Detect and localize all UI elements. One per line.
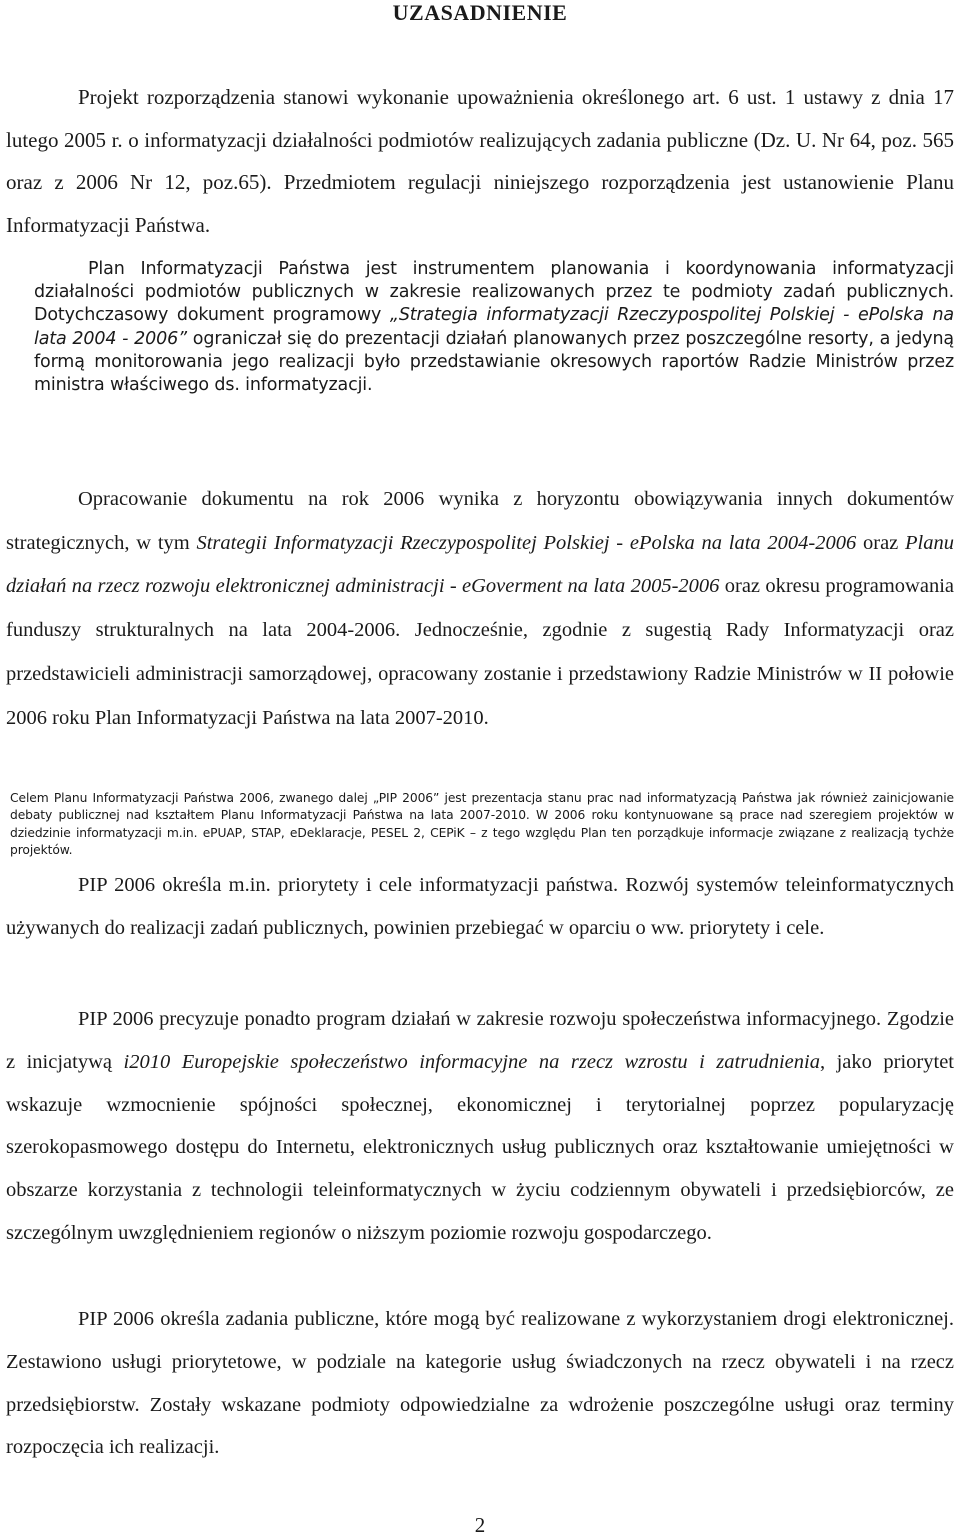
priorities-paragraph: PIP 2006 określa m.in. priorytety i cele informatyzacji państwa. Rozwój systemów teleinformatycznych używanych do realizacji zadań publicznych, powinien przebiegać w oparciu o ww. priorytety i cele. (6, 874, 954, 939)
information-society-text: PIP 2006 precyzuje ponadto program działań w zakresie rozwoju społeczeństwa informacyjnego. Zgodzie z inicjatywą (6, 1008, 954, 1073)
strategy-title: „Strategia informatyzacji Rzeczypospolitej Polskiej - ePolska na lata 2004 - 2006” (34, 305, 954, 349)
page-number: 2 (474, 1513, 486, 1537)
rationale-text-end: oraz okresu programowania funduszy strukturalnych na lata 2004-2006. Jednocześnie, zgodnie z sugestią Rady Informatyzacji oraz przedstawicieli administracji samorządowej, opracowany zostanie i przedstawiony Radzie Ministrów w II połowie 2006 roku Plan Informatyzacji Państwa na lata 2007-2010. (6, 575, 954, 729)
information-society-paragraph (6, 998, 954, 1255)
plan-description-text-end: ograniczał się do prezentacji działań planowanych przez poszczególne resorty, a jedyną formą monitorowania jego realizacji było przedstawianie okresowych raportów Radzie Ministrów przez ministra właściwego ds. informatyzacji. (34, 328, 955, 396)
document-title: UZASADNIENIE (392, 0, 568, 25)
rationale-connector: oraz (856, 531, 906, 554)
i2010-initiative-title: i2010 Europejskie społeczeństwo informacyjne na rzecz wzrostu i zatrudnienia (123, 1050, 820, 1073)
egovernment-plan-reference: Planu działań na rzecz rozwoju elektronicznej administracji - eGoverment na lata 2005-2006 (6, 531, 954, 598)
rationale-text: Opracowanie dokumentu na rok 2006 wynika z horyzontu obowiązywania innych dokumentów strategicznych, w tym (6, 488, 954, 554)
document-rationale-paragraph (6, 478, 954, 740)
intro-paragraph: Projekt rozporządzenia stanowi wykonanie upoważnienia określonego art. 6 ust. 1 ustawy z dnia 17 lutego 2005 r. o informatyzacji działalności podmiotów realizujących zadania publiczne (Dz. U. Nr 64, poz. 565 oraz z 2006 Nr 12, poz.65). Przedmiotem regulacji niniejszego rozporządzenia jest ustanowienie Planu Informatyzacji Państwa. (6, 85, 954, 237)
strategy-reference: Strategii Informatyzacji Rzeczypospolitej Polskiej - ePolska na lata 2004-2006 (196, 531, 857, 554)
public-services-paragraph: PIP 2006 określa zadania publiczne, które mogą być realizowane z wykorzystaniem drogi elektronicznej. Zestawiono usługi priorytetowe, w podziale na kategorie usług świadczonych na rzecz obywateli i na rzecz przedsiębiorstw. Zostały wskazane podmioty odpowiedzialne za wdrożenie poszczególne usługi oraz terminy rozpoczęcia ich realizacji. (6, 1308, 954, 1459)
pip-goal-paragraph: Celem Planu Informatyzacji Państwa 2006, zwanego dalej „PIP 2006” jest prezentacja stanu prac nad informatyzacją Państwa jak również zainicjowanie debaty publicznej nad kształtem Planu Informatyzacji Państwa na lata 2007-2010. W 2006 roku kontynuowane są prace nad szeregiem projektów w dziedzinie informatyzacji m.in. ePUAP, STAP, eDeklaracje, PESEL 2, CEPiK – z tego względu Plan ten porządkuje informacje związane z realizacją tychże projektów. (10, 791, 954, 858)
information-society-text-end: , jako priorytet wskazuje wzmocnienie spójności społecznej, ekonomicznej i terytorialnej poprzez popularyzację szerokopasmowego dostępu do Internetu, elektronicznych usług publicznych oraz kształtowanie umiejętności w obszarze korzystania z technologii teleinformatycznych w życiu codziennym obywateli i przedsiębiorców, ze szczególnym uwzględnieniem regionów o niższym poziomie rozwoju gospodarczego. (6, 1050, 954, 1244)
plan-description-paragraph (34, 258, 954, 397)
plan-description-text: Plan Informatyzacji Państwa jest instrumentem planowania i koordynowania informatyzacji działalności podmiotów publicznych w zakresie realizowanych przez te podmioty zadań publicznych. Dotychczasowy dokument programowy (34, 259, 954, 326)
